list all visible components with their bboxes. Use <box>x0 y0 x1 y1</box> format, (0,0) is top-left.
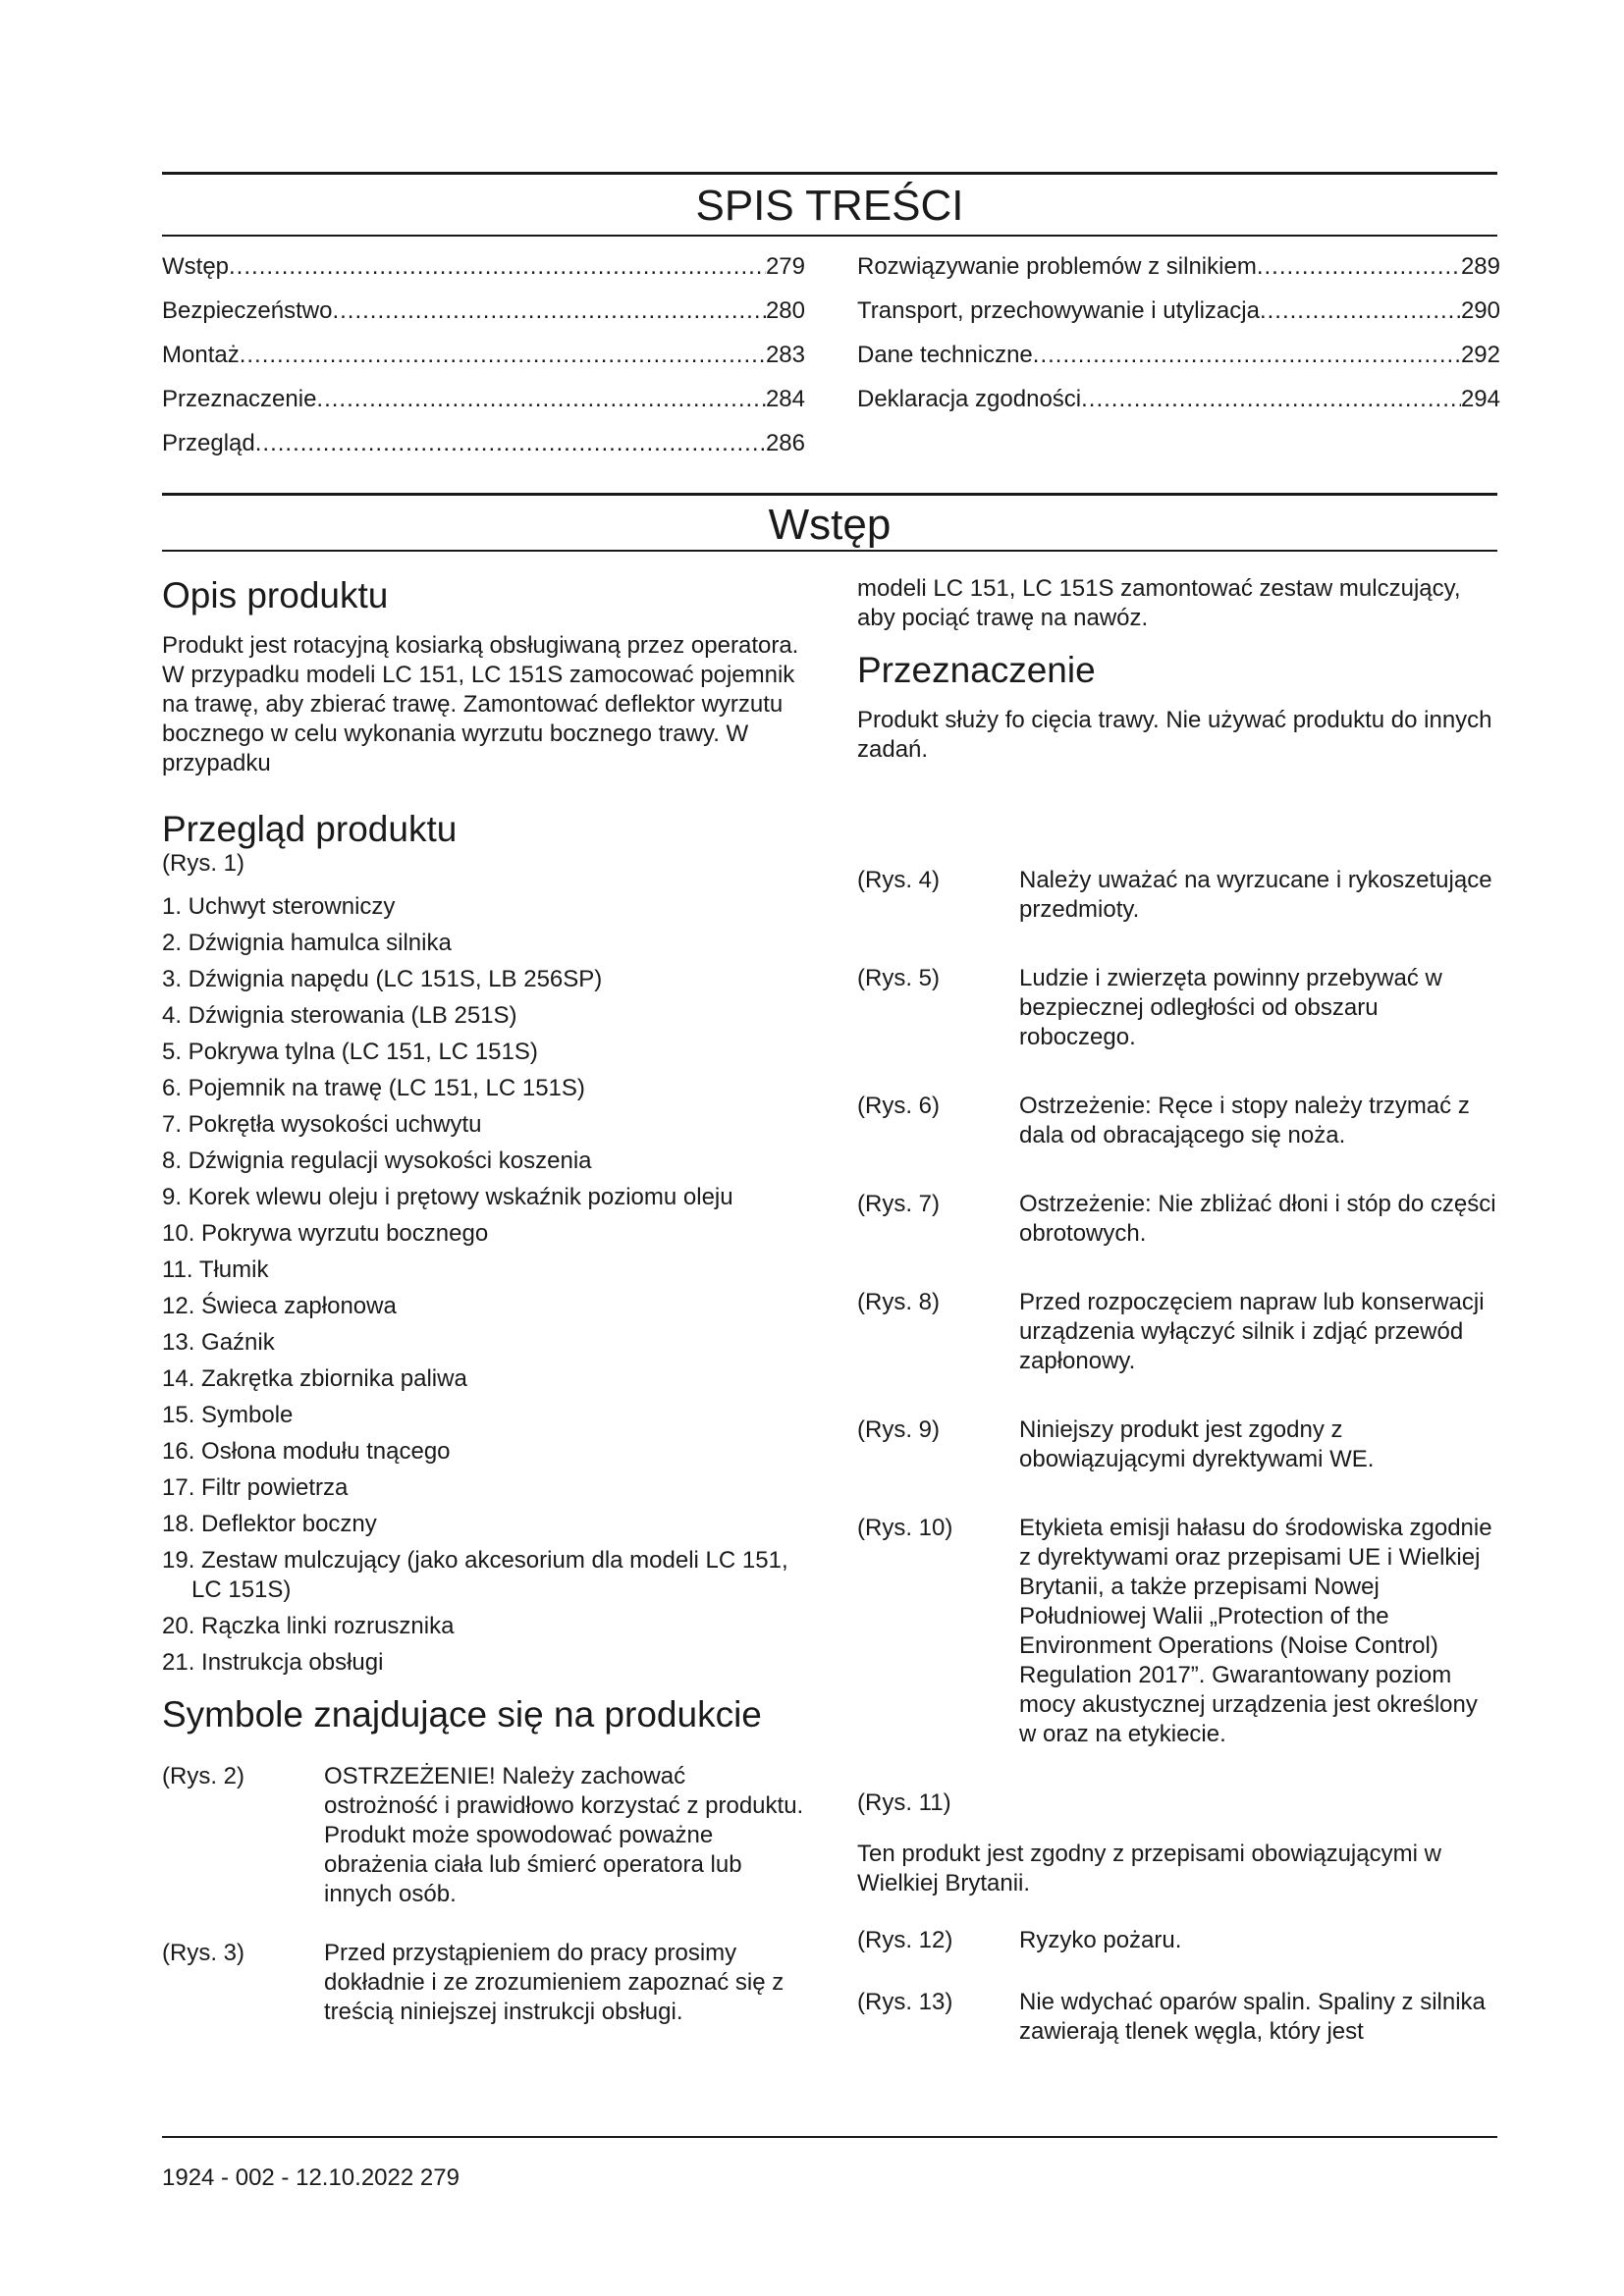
symbol-ref: (Rys. 2) <box>162 1763 244 1789</box>
symbol-entry-rys13 <box>857 1988 1500 2047</box>
list-item: 12. Świeca zapłonowa <box>162 1293 397 1319</box>
symbol-ref: (Rys. 6) <box>857 1093 940 1119</box>
toc-leader <box>332 296 766 326</box>
symbol-text: Ostrzeżenie: Nie zbliżać dłoni i stóp do części obrotowych. <box>1019 1191 1496 1247</box>
section-bottom-rule <box>162 550 1497 552</box>
symbol-text: Nie wdychać oparów spalin. Spaliny z silnika zawierają tlenek węgla, który jest <box>1019 1989 1486 2045</box>
symbol-text: Etykieta emisji hałasu do środowiska zgodnie z dyrektywami oraz przepisami UE i Wielkiej Brytanii, a także przepisami Nowej Południowej Walii „Protection of the Environment Operations (Noise Control) Regulation 2017”. Gwarantowany poziom mocy akustycznej urządzenia jest określony w oraz na etykiecie. <box>1019 1515 1492 1747</box>
przeznaczenie-heading: Przeznaczenie <box>857 650 1096 690</box>
toc-leader <box>1260 296 1461 326</box>
symbol-ref: (Rys. 13) <box>857 1989 953 2015</box>
list-item: 9. Korek wlewu oleju i prętowy wskaźnik poziomu oleju <box>162 1184 733 1210</box>
section-top-rule <box>162 493 1497 496</box>
right-column <box>857 574 1500 2047</box>
toc-entry-transport[interactable]: Transport, przechowywanie i utylizacja ..... 290 <box>857 296 1500 341</box>
list-item: 3. Dźwignia napędu (LC 151S, LB 256SP) <box>162 966 603 992</box>
symbol-text: Ostrzeżenie: Ręce i stopy należy trzymać z dala od obracającego się noża. <box>1019 1093 1470 1148</box>
list-item: 10. Pokrywa wyrzutu bocznego <box>162 1220 489 1247</box>
list-item: 14. Zakrętka zbiornika paliwa <box>162 1365 467 1392</box>
toc-left-column <box>162 252 805 473</box>
toc-entry-wstep[interactable]: Wstęp ..... 279 <box>162 252 805 296</box>
footer-rule <box>162 2136 1497 2138</box>
symbol-text: Ryzyko pożaru. <box>1019 1927 1182 1953</box>
opis-text-continued: modeli LC 151, LC 151S zamontować zestaw mulczujący, aby pociąć trawę na nawóz. <box>857 575 1461 631</box>
toc-bottom-rule <box>162 235 1497 237</box>
list-item: 17. Filtr powietrza <box>162 1474 349 1501</box>
toc-leader <box>1081 385 1461 414</box>
symbol-entry-rys5 <box>857 964 1500 1052</box>
list-item: 4. Dźwignia sterowania (LB 251S) <box>162 1002 517 1029</box>
symbol-text: Przed rozpoczęciem napraw lub konserwacji urządzenia wyłączyć silnik i zdjąć przewód zapłonowy. <box>1019 1289 1485 1374</box>
symbol-entry-rys8 <box>857 1288 1500 1376</box>
symbol-entry-rys7 <box>857 1190 1500 1249</box>
symbol-text: Niniejszy produkt jest zgodny z obowiązującymi dyrektywami WE. <box>1019 1416 1375 1472</box>
toc-leader <box>255 429 766 458</box>
list-item: 8. Dźwignia regulacji wysokości koszenia <box>162 1148 592 1174</box>
list-item: 18. Deflektor boczny <box>162 1511 377 1537</box>
list-item: 2. Dźwignia hamulca silnika <box>162 930 452 956</box>
symbol-text: Ludzie i zwierzęta powinny przebywać w bezpiecznej odległości od obszaru roboczego. <box>1019 965 1442 1050</box>
list-item: 21. Instrukcja obsługi <box>162 1649 384 1676</box>
symbol-entry-rys10 <box>857 1514 1500 1749</box>
list-item: 20. Rączka linki rozrusznika <box>162 1613 455 1639</box>
toc-entry-montaz[interactable]: Montaż ..... 283 <box>162 341 805 385</box>
toc-entry-przeznaczenie[interactable]: Przeznaczenie ..... 284 <box>162 385 805 429</box>
list-item: 5. Pokrywa tylna (LC 151, LC 151S) <box>162 1039 538 1065</box>
opis-heading: Opis produktu <box>162 575 389 615</box>
rys11-ref: (Rys. 11) <box>857 1789 951 1816</box>
rys11-text: Ten produkt jest zgodny z przepisami obowiązującymi w Wielkiej Brytanii. <box>857 1841 1441 1896</box>
toc-leader <box>316 385 766 414</box>
symbol-text: Należy uważać na wyrzucane i rykoszetujące przedmioty. <box>1019 867 1492 923</box>
symbol-ref: (Rys. 7) <box>857 1191 940 1217</box>
toc-right-column <box>857 252 1500 429</box>
list-item: 6. Pojemnik na trawę (LC 151, LC 151S) <box>162 1075 585 1101</box>
symbol-entry-rys2 <box>162 1762 805 1909</box>
list-item: 19. Zestaw mulczujący (jako akcesorium dla modeli LC 151, LC 151S) <box>162 1547 788 1603</box>
symbol-ref: (Rys. 10) <box>857 1515 953 1541</box>
symbol-ref: (Rys. 4) <box>857 867 940 893</box>
symbole-heading: Symbole znajdujące się na produkcie <box>162 1694 762 1735</box>
toc-entry-dane-techniczne[interactable]: Dane techniczne ..... 292 <box>857 341 1500 385</box>
toc-leader <box>1033 341 1461 370</box>
symbol-entry-rys12 <box>857 1926 1500 1955</box>
section-title: Wstęp <box>768 501 892 549</box>
toc-title: SPIS TREŚCI <box>695 182 964 230</box>
list-item: 16. Osłona modułu tnącego <box>162 1438 451 1465</box>
symbol-ref: (Rys. 3) <box>162 1940 244 1966</box>
symbol-entry-rys3 <box>162 1939 805 2027</box>
list-item: 11. Tłumik <box>162 1256 269 1283</box>
toc-leader <box>1257 252 1461 282</box>
symbol-entry-rys9 <box>857 1415 1500 1474</box>
list-item: 15. Symbole <box>162 1402 294 1428</box>
symbol-entry-rys6 <box>857 1092 1500 1150</box>
przeznaczenie-text: Produkt służy fo cięcia trawy. Nie używać produktu do innych zadań. <box>857 707 1492 763</box>
left-column <box>162 574 805 2027</box>
symbol-text: Przed przystąpieniem do pracy prosimy dokładnie i ze zrozumieniem zapoznać się z treścią niniejszej instrukcji obsługi. <box>324 1940 785 2025</box>
symbol-ref: (Rys. 9) <box>857 1416 940 1443</box>
list-item: 7. Pokrętła wysokości uchwytu <box>162 1111 482 1138</box>
symbol-entry-rys4 <box>857 866 1500 925</box>
list-item: 1. Uchwyt sterowniczy <box>162 893 396 920</box>
toc-top-rule <box>162 172 1497 175</box>
list-item: 13. Gaźnik <box>162 1329 275 1356</box>
przeglad-ref: (Rys. 1) <box>162 850 244 877</box>
przeglad-heading: Przegląd produktu <box>162 809 458 849</box>
opis-text: Produkt jest rotacyjną kosiarką obsługiwaną przez operatora. W przypadku modeli LC 151, LC 151S zamocować pojemnik na trawę, aby zbierać trawę. Zamontować deflektor wyrzutu bocznego w celu wykonania wyrzutu bocznego trawy. W przypadku <box>162 632 799 776</box>
symbol-ref: (Rys. 12) <box>857 1927 953 1953</box>
toc-leader <box>229 252 766 282</box>
toc-entry-rozwiazywanie[interactable]: Rozwiązywanie problemów z silnikiem ..... 289 <box>857 252 1500 296</box>
symbol-text: OSTRZEŻENIE! Należy zachować ostrożność i prawidłowo korzystać z produktu. Produkt może spowodować poważne obrażenia ciała lub śmierć operatora lub innych osób. <box>324 1763 804 1907</box>
przeglad-list <box>162 892 805 1678</box>
toc-entry-bezpieczenstwo[interactable]: Bezpieczeństwo ..... 280 <box>162 296 805 341</box>
toc-entry-deklaracja[interactable]: Deklaracja zgodności ..... 294 <box>857 385 1500 429</box>
toc-entry-przeglad[interactable]: Przegląd ..... 286 <box>162 429 805 473</box>
symbol-ref: (Rys. 5) <box>857 965 940 991</box>
symbol-ref: (Rys. 8) <box>857 1289 940 1315</box>
footer-page-info: 1924 - 002 - 12.10.2022 279 <box>162 2164 460 2191</box>
toc-leader <box>240 341 766 370</box>
